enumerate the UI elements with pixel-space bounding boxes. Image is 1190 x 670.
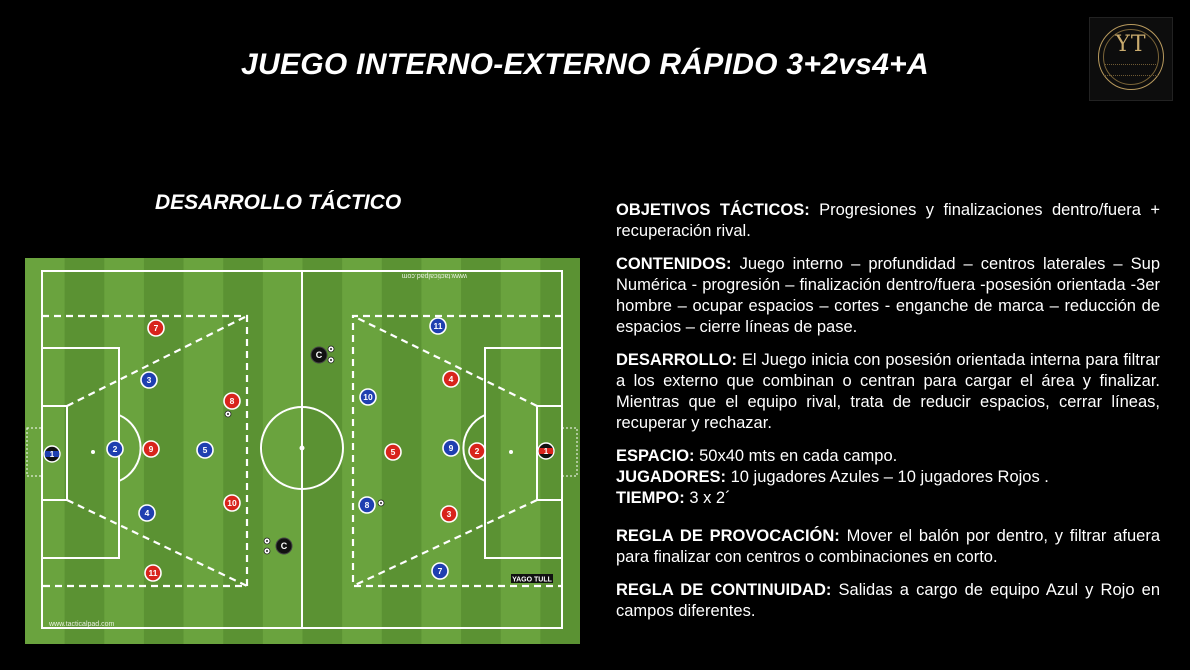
coach-icon xyxy=(276,538,292,554)
section-espacio: ESPACIO: 50x40 mts en cada campo. xyxy=(616,447,898,465)
player-number: 7 xyxy=(437,566,443,577)
svg-text:C: C xyxy=(280,541,288,551)
section-objetivos: OBJETIVOS TÁCTICOS: Progresiones y finalizaciones dentro/fuera + recuperación rival. xyxy=(616,201,1160,240)
section-regla-provocacion: REGLA DE PROVOCACIÓN: Mover el balón por dentro, y filtrar afuera para finalizar con centros o combinaciones en corto. xyxy=(616,527,1160,566)
grass-stripe xyxy=(303,258,343,644)
player-red-5 xyxy=(385,444,401,460)
ball-icon xyxy=(225,411,231,417)
player-number: 2 xyxy=(112,444,118,455)
player-number: 10 xyxy=(363,392,373,403)
player-blue-4 xyxy=(139,505,155,521)
diagram-subtitle: DESARROLLO TÁCTICO xyxy=(155,191,402,214)
player-number: 8 xyxy=(364,500,370,511)
section-tiempo: TIEMPO: 3 x 2´ xyxy=(616,489,731,507)
slide-title: JUEGO INTERNO-EXTERNO RÁPIDO 3+2vs4+A xyxy=(241,48,929,81)
logo-underline xyxy=(1104,64,1158,76)
grass-stripe xyxy=(263,258,303,644)
player-blue-8 xyxy=(359,497,375,513)
player-red-10 xyxy=(224,495,240,511)
player-red-3 xyxy=(441,506,457,522)
yt-logo xyxy=(1089,17,1173,101)
player-number: 4 xyxy=(144,508,150,519)
section-contenidos: CONTENIDOS: Juego interno – profundidad – centros laterales – Sup Numérica - progresión – finalización dentro/fuera -posesión orientada -3er hombre – ocupar espacios – cortes - enganche de marca – reducción de espacios – cierre líneas de pase. xyxy=(616,255,1160,336)
svg-text:C: C xyxy=(315,350,323,360)
player-number: 5 xyxy=(390,447,396,458)
tactical-pitch-diagram xyxy=(25,258,580,644)
right-penalty-spot xyxy=(509,450,513,454)
player-number: 11 xyxy=(148,568,158,579)
player-number: 9 xyxy=(448,443,454,454)
description-panel xyxy=(616,200,1160,622)
player-number: 2 xyxy=(474,446,480,457)
goalkeeper-blue xyxy=(44,446,60,462)
goalkeeper-red xyxy=(538,443,554,459)
ball-icon xyxy=(378,500,384,506)
section-jugadores: JUGADORES: 10 jugadores Azules – 10 jugadores Rojos . xyxy=(616,468,1049,486)
coach-icon xyxy=(311,347,327,363)
ball-icon xyxy=(264,548,270,554)
watermark-bottom: www.tacticalpad.com xyxy=(49,621,115,628)
player-blue-5 xyxy=(197,442,213,458)
player-number: 10 xyxy=(227,498,237,509)
player-number: 5 xyxy=(202,445,208,456)
goalkeeper-number: 1 xyxy=(543,447,549,456)
player-red-9 xyxy=(143,441,159,457)
ball-icon xyxy=(264,538,270,544)
section-desarrollo: DESARROLLO: El Juego inicia con posesión orientada interna para filtrar a los externo que combinan o centran para cargar el área y finalizar. Mientras que el equipo rival, trata de reducir espacios, cerrar líneas, recuperar y rechazar. xyxy=(616,351,1160,432)
player-red-4 xyxy=(443,371,459,387)
player-blue-10 xyxy=(360,389,376,405)
author-tag: YAGO TULL xyxy=(512,576,552,584)
section-regla-continuidad: REGLA DE CONTINUIDAD: Salidas a cargo de equipo Azul y Rojo en campos diferentes. xyxy=(616,581,1161,620)
player-blue-11 xyxy=(430,318,446,334)
player-number: 3 xyxy=(446,509,452,520)
ball-icon xyxy=(328,346,334,352)
logo-text: YT xyxy=(1115,32,1147,57)
player-red-8 xyxy=(224,393,240,409)
player-number: 7 xyxy=(153,323,159,334)
player-number: 8 xyxy=(229,396,235,407)
player-blue-3 xyxy=(141,372,157,388)
player-blue-2 xyxy=(107,441,123,457)
centre-spot xyxy=(300,446,305,451)
player-blue-9 xyxy=(443,440,459,456)
left-penalty-spot xyxy=(91,450,95,454)
player-number: 4 xyxy=(448,374,454,385)
player-red-2 xyxy=(469,443,485,459)
player-blue-7 xyxy=(432,563,448,579)
player-red-7 xyxy=(148,320,164,336)
watermark-top: www.tacticalpad.com xyxy=(401,272,467,279)
player-number: 9 xyxy=(148,444,154,455)
player-number: 11 xyxy=(433,321,443,332)
player-red-11 xyxy=(145,565,161,581)
player-number: 3 xyxy=(146,375,152,386)
ball-icon xyxy=(328,357,334,363)
goalkeeper-number: 1 xyxy=(49,450,55,459)
